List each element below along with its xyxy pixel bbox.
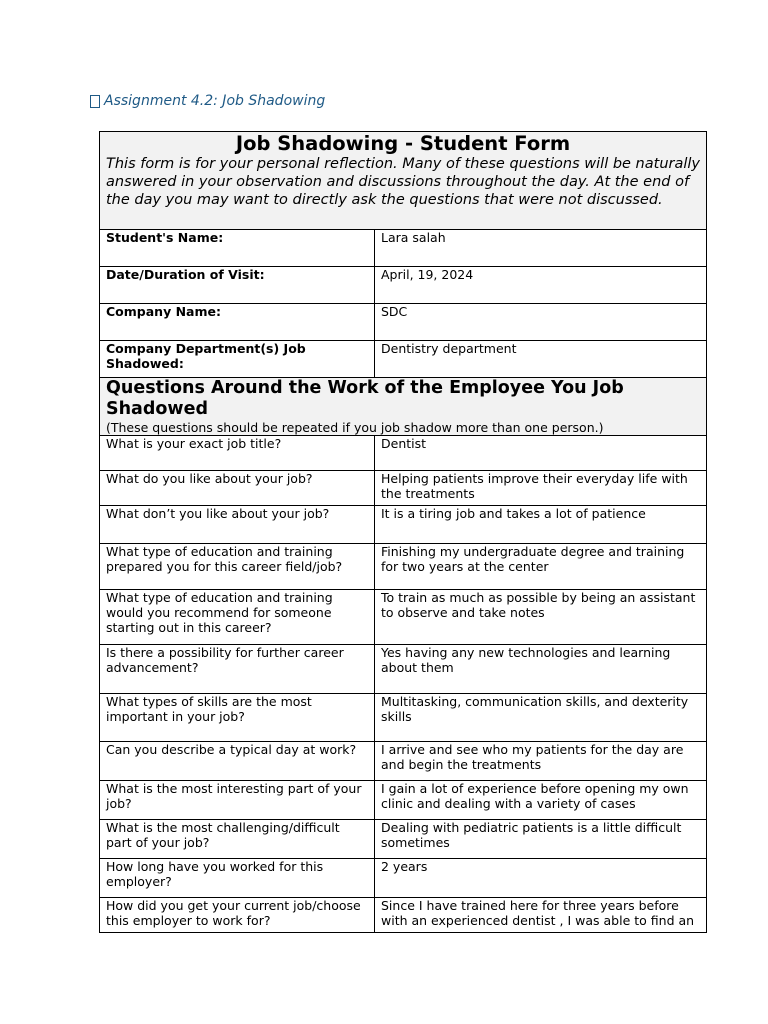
question-cell: What is the most interesting part of your job?	[100, 781, 375, 820]
info-row	[100, 230, 707, 267]
qa-row	[100, 781, 707, 820]
qa-row	[100, 820, 707, 859]
question-cell: Is there a possibility for further career advancement?	[100, 645, 375, 694]
qa-row	[100, 898, 707, 933]
question-cell: What type of education and training prepared you for this career field/job?	[100, 544, 375, 590]
answer-cell[interactable]: To train as much as possible by being an assistant to observe and take notes	[375, 590, 707, 645]
form-header	[100, 132, 707, 230]
form-intro: This form is for your personal reflection. Many of these questions will be naturally answered in your observation and discussions throughout the day. At the end of the day you may want to directly ask the questions that were not discussed.	[106, 156, 700, 208]
answer-cell[interactable]: Multitasking, communication skills, and dexterity skills	[375, 694, 707, 742]
answer-cell[interactable]: Dealing with pediatric patients is a little difficult sometimes	[375, 820, 707, 859]
answer-cell[interactable]: Dentist	[375, 436, 707, 471]
form-title: Job Shadowing - Student Form	[235, 132, 571, 155]
info-value[interactable]: SDC	[375, 304, 707, 341]
info-row	[100, 304, 707, 341]
qa-row	[100, 506, 707, 544]
info-row	[100, 267, 707, 304]
question-cell: What types of skills are the most important in your job?	[100, 694, 375, 742]
answer-cell[interactable]: Yes having any new technologies and learning about them	[375, 645, 707, 694]
info-label: Company Name:	[100, 304, 375, 341]
qa-row	[100, 694, 707, 742]
qa-row	[100, 859, 707, 898]
section-header	[100, 378, 707, 436]
question-cell: How long have you worked for this employer?	[100, 859, 375, 898]
qa-row	[100, 645, 707, 694]
qa-row	[100, 590, 707, 645]
question-cell: What is the most challenging/difficult part of your job?	[100, 820, 375, 859]
info-label: Student's Name:	[100, 230, 375, 267]
info-label: Company Department(s) Job Shadowed:	[100, 341, 375, 378]
question-cell: What don’t you like about your job?	[100, 506, 375, 544]
info-row	[100, 341, 707, 378]
answer-cell[interactable]: Helping patients improve their everyday life with the treatments	[375, 471, 707, 506]
job-shadowing-form	[99, 131, 707, 933]
assignment-link-text[interactable]: Assignment 4.2: Job Shadowing	[104, 93, 326, 109]
question-cell: What do you like about your job?	[100, 471, 375, 506]
answer-cell[interactable]: Since I have trained here for three years before with an experienced dentist , I was able to find an	[375, 898, 707, 933]
answer-cell[interactable]: I arrive and see who my patients for the day are and begin the treatments	[375, 742, 707, 781]
answer-cell[interactable]: I gain a lot of experience before opening my own clinic and dealing with a variety of cases	[375, 781, 707, 820]
qa-row	[100, 471, 707, 506]
link-icon	[90, 95, 100, 108]
qa-row	[100, 742, 707, 781]
question-cell: Can you describe a typical day at work?	[100, 742, 375, 781]
info-value[interactable]: April, 19, 2024	[375, 267, 707, 304]
answer-cell[interactable]: 2 years	[375, 859, 707, 898]
info-label: Date/Duration of Visit:	[100, 267, 375, 304]
info-value[interactable]: Lara salah	[375, 230, 707, 267]
qa-row	[100, 544, 707, 590]
question-cell: What is your exact job title?	[100, 436, 375, 471]
info-value[interactable]: Dentistry department	[375, 341, 707, 378]
qa-row	[100, 436, 707, 471]
answer-cell[interactable]: Finishing my undergraduate degree and training for two years at the center	[375, 544, 707, 590]
question-cell: What type of education and training would you recommend for someone starting out in this career?	[100, 590, 375, 645]
section-note: (These questions should be repeated if you job shadow more than one person.)	[106, 420, 604, 435]
assignment-link[interactable]	[90, 93, 325, 109]
answer-cell[interactable]: It is a tiring job and takes a lot of patience	[375, 506, 707, 544]
question-cell: How did you get your current job/choose this employer to work for?	[100, 898, 375, 933]
section-title: Questions Around the Work of the Employee You Job Shadowed	[106, 378, 624, 419]
